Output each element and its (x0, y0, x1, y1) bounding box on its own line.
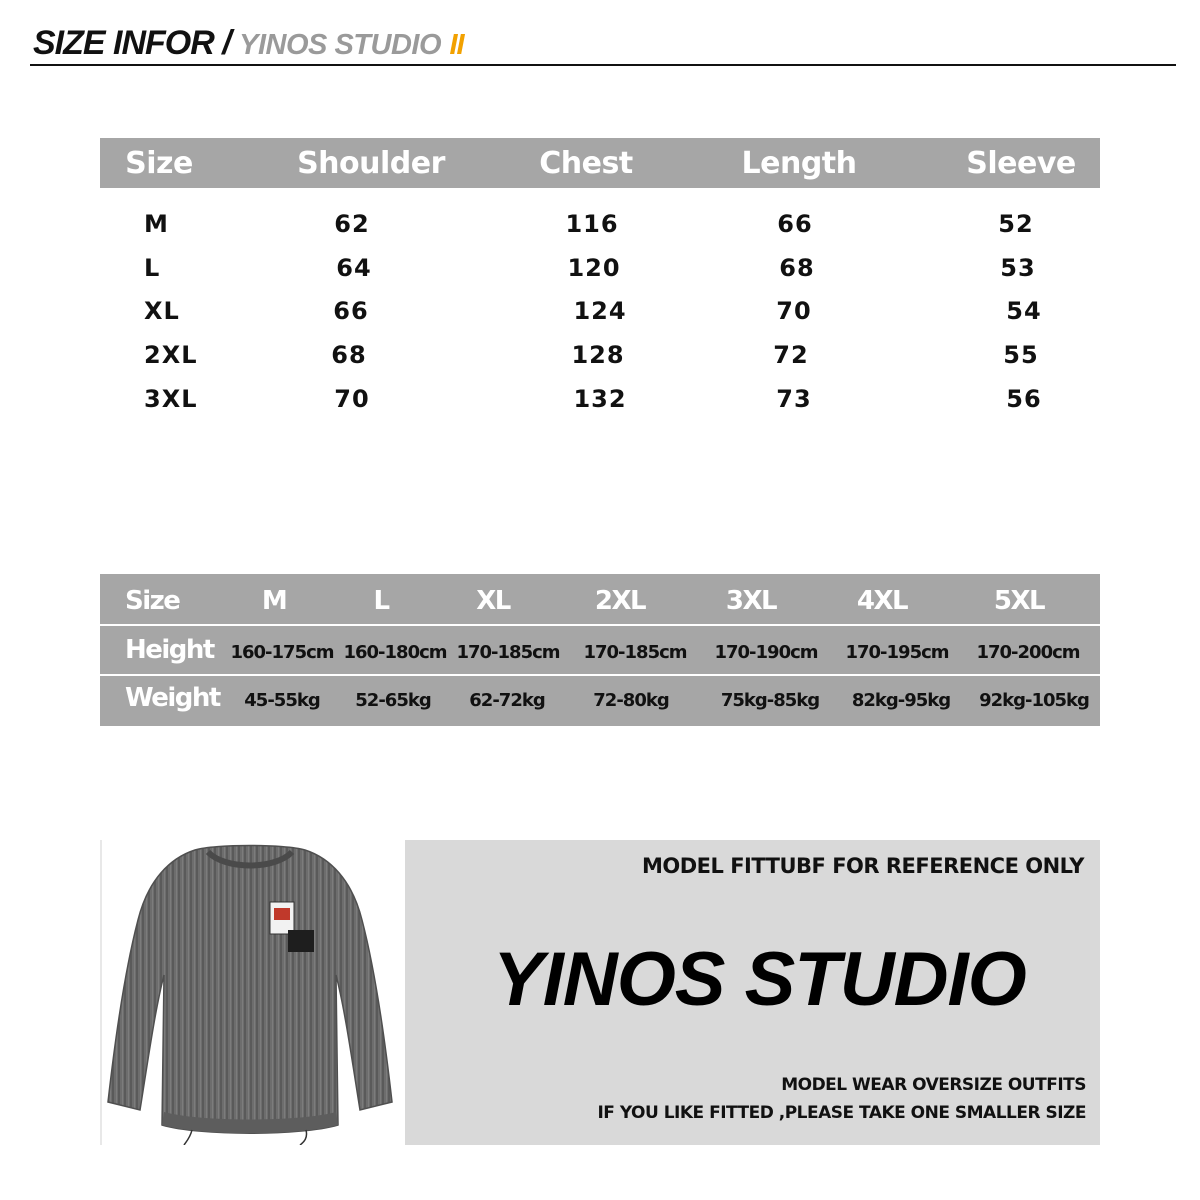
note-oversize-text: MODEL WEAR OVERSIZE OUTFITS (781, 1075, 1086, 1095)
fit-weight-3xl: 75kg-85kg (720, 690, 820, 711)
row-2xl-length: 72 (773, 341, 809, 369)
fit-size-2xl: 2XL (594, 586, 646, 616)
page-header (30, 22, 1176, 66)
row-3xl-sleeve: 56 (1006, 385, 1042, 413)
col-header-sleeve: Sleeve (966, 146, 1076, 181)
row-xl-length: 70 (776, 297, 812, 325)
note-brand-logo: YINOS STUDIO (493, 937, 1026, 1022)
fit-size-4xl: 4XL (856, 586, 908, 616)
fit-label-weight: Weight (125, 683, 220, 713)
row-2xl-chest: 128 (571, 341, 625, 369)
row-m-shoulder: 62 (334, 210, 370, 238)
row-xl-chest: 124 (573, 297, 627, 325)
note-size-advice: IF YOU LIKE FITTED ,PLEASE TAKE ONE SMALLER SIZE (597, 1103, 1086, 1123)
row-m-chest: 116 (565, 210, 619, 238)
fit-height-m: 160-175cm (230, 642, 334, 663)
row-xl-sleeve: 54 (1006, 297, 1042, 325)
fit-divider-2 (100, 674, 1100, 676)
row-l-chest: 120 (567, 254, 621, 282)
row-m-size: M (144, 210, 169, 238)
fit-height-2xl: 170-185cm (583, 642, 687, 663)
header-accent-bars: II (449, 29, 464, 61)
row-2xl-size: 2XL (144, 341, 198, 369)
row-l-shoulder: 64 (336, 254, 372, 282)
header-title-line (33, 24, 464, 63)
fit-weight-xl: 62-72kg (469, 690, 545, 711)
header-brand: YINOS STUDIO (239, 29, 441, 61)
fit-height-l: 160-180cm (343, 642, 447, 663)
fit-size-m: M (261, 586, 287, 616)
fit-size-xl: XL (476, 586, 510, 616)
row-3xl-length: 73 (776, 385, 812, 413)
row-m-sleeve: 52 (998, 210, 1034, 238)
fit-label-height: Height (125, 635, 214, 665)
product-photo (100, 840, 400, 1145)
col-header-shoulder: Shoulder (297, 146, 445, 181)
row-3xl-size: 3XL (144, 385, 198, 413)
row-xl-shoulder: 66 (333, 297, 369, 325)
fit-header-size: Size (125, 586, 180, 616)
row-2xl-sleeve: 55 (1003, 341, 1039, 369)
fit-height-3xl: 170-190cm (714, 642, 818, 663)
row-m-length: 66 (777, 210, 813, 238)
row-xl-size: XL (144, 297, 180, 325)
fit-weight-l: 52-65kg (355, 690, 431, 711)
fit-height-5xl: 170-200cm (976, 642, 1080, 663)
fit-size-5xl: 5XL (993, 586, 1045, 616)
measurement-table-header (100, 138, 1100, 188)
row-l-sleeve: 53 (1000, 254, 1036, 282)
fit-weight-4xl: 82kg-95kg (851, 690, 951, 711)
fit-divider-1 (100, 624, 1100, 626)
fit-height-4xl: 170-195cm (845, 642, 949, 663)
fit-height-xl: 170-185cm (456, 642, 560, 663)
fit-weight-2xl: 72-80kg (593, 690, 669, 711)
row-2xl-shoulder: 68 (331, 341, 367, 369)
col-header-length: Length (741, 146, 857, 181)
fit-chart (100, 574, 1100, 726)
sweater-icon (100, 840, 400, 1145)
col-header-size: Size (125, 146, 193, 181)
row-l-length: 68 (779, 254, 815, 282)
note-reference-text: MODEL FITTUBF FOR REFERENCE ONLY (641, 854, 1084, 878)
fit-size-l: L (373, 586, 389, 616)
col-header-chest: Chest (539, 146, 633, 181)
row-3xl-shoulder: 70 (334, 385, 370, 413)
fit-size-3xl: 3XL (725, 586, 777, 616)
row-l-size: L (144, 254, 161, 282)
fit-weight-5xl: 92kg-105kg (979, 690, 1089, 711)
fit-weight-m: 45-55kg (244, 690, 320, 711)
header-title: SIZE INFOR / (33, 24, 231, 62)
row-3xl-chest: 132 (573, 385, 627, 413)
fit-note-panel (405, 840, 1100, 1145)
